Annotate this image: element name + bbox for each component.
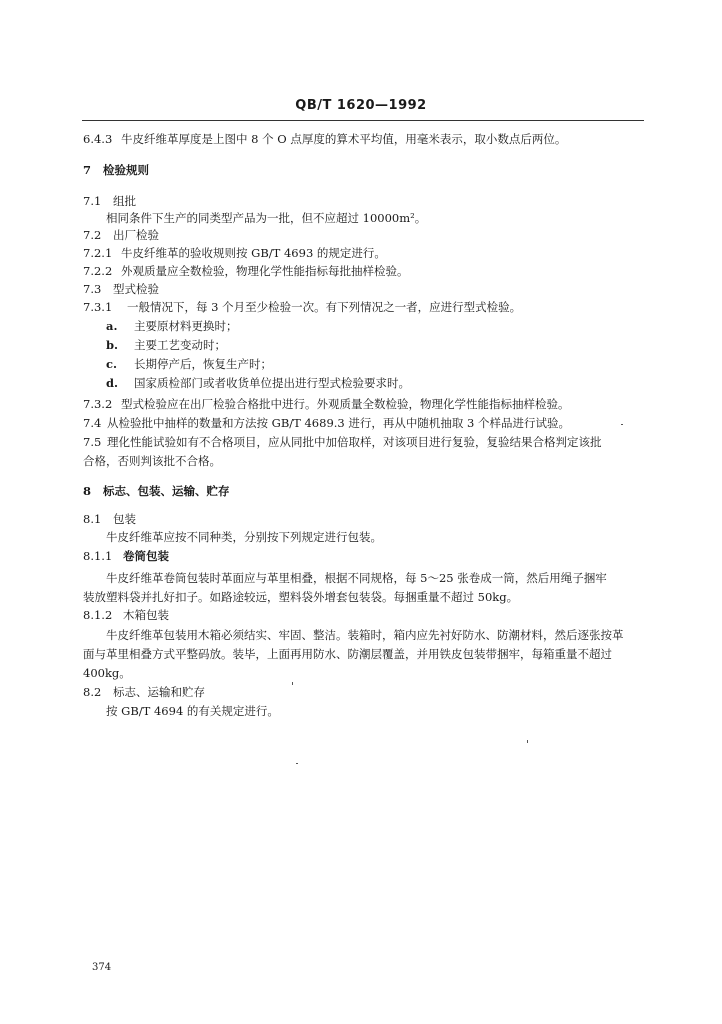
clause-8-1-1-continued: 装放塑料袋并扎好扣子。如路途较远，塑料袋外增套包装袋。每捆重量不超过 50kg。 (83, 590, 519, 604)
clause-title: 木箱包装 (123, 608, 169, 622)
clause-number: 7.2.2 (83, 264, 113, 278)
clause-text: 外观质量应全数检验，物理化学性能指标每批抽样检验。 (121, 264, 409, 278)
clause-text: 牛皮纤维革厚度是上图中 8 个 O 点厚度的算术平均值，用毫米表示，取小数点后两位。 (121, 132, 567, 146)
clause-text: 型式检验应在出厂检验合格批中进行。外观质量全数检验，物理化学性能指标抽样检验。 (121, 397, 570, 411)
scan-speck (292, 682, 293, 685)
section-8-heading (83, 483, 230, 499)
list-text: 国家质检部门或者收货单位提出进行型式检验要求时。 (134, 376, 410, 390)
clause-number: 8.2 (83, 685, 102, 699)
clause-8-1-heading (83, 511, 136, 527)
list-item-c (106, 356, 272, 372)
clause-title: 标志、运输和贮存 (113, 685, 205, 699)
clause-7-3-2 (83, 396, 570, 412)
clause-number: 7.3.1 (83, 300, 113, 314)
clause-8-1-2-text: 牛皮纤维革包装用木箱必须结实、牢固、整洁。装箱时，箱内应先衬好防水、防潮材料，然后逐张按革 (106, 628, 624, 642)
list-text: 长期停产后，恢复生产时； (134, 357, 272, 371)
clause-7-3-heading (83, 281, 159, 297)
clause-7-1-heading (83, 193, 136, 209)
list-item-d (106, 375, 410, 391)
clause-number: 8.1 (83, 512, 102, 526)
clause-number: 7.4 (83, 416, 102, 430)
clause-7-3-1 (83, 299, 521, 315)
page-number: 374 (92, 962, 112, 973)
section-title: 检验规则 (103, 163, 149, 177)
clause-7-2-heading (83, 227, 159, 243)
clause-number: 7.1 (83, 194, 102, 208)
clause-number: 7.2 (83, 228, 102, 242)
clause-title: 组批 (113, 194, 136, 208)
section-number: 7 (83, 163, 92, 177)
clause-8-1-1-heading (83, 548, 169, 564)
list-label: d. (106, 376, 119, 390)
clause-number: 7.5 (83, 435, 102, 449)
section-title: 标志、包装、运输、贮存 (103, 484, 230, 498)
list-label: a. (106, 319, 118, 333)
list-text: 主要工艺变动时； (134, 338, 226, 352)
scan-speck (296, 763, 298, 764)
list-item-a (106, 318, 238, 334)
clause-number: 7.3 (83, 282, 102, 296)
clause-text: 一般情况下，每 3 个月至少检验一次。有下列情况之一者，应进行型式检验。 (127, 300, 522, 314)
list-label: c. (106, 357, 118, 371)
list-item-b (106, 337, 226, 353)
clause-8-2-text: 按 GB/T 4694 的有关规定进行。 (106, 704, 279, 718)
clause-7-5-continued: 合格，否则判该批不合格。 (83, 454, 221, 468)
header-rule (82, 120, 644, 121)
clause-7-1-text: 相同条件下生产的同类型产品为一批，但不应超过 10000m²。 (106, 211, 427, 225)
section-7-heading (83, 162, 149, 178)
list-text: 主要原材料更换时； (134, 319, 238, 333)
standard-code-header: QB/T 1620—1992 (295, 98, 427, 113)
clause-number: 8.1.1 (83, 549, 113, 563)
clause-title: 出厂检验 (113, 228, 159, 242)
clause-7-5 (83, 434, 602, 450)
clause-title: 型式检验 (113, 282, 159, 296)
clause-text: 理化性能试验如有不合格项目，应从同批中加倍取样，对该项目进行复验，复验结果合格判定该批 (107, 435, 602, 449)
section-number: 8 (83, 484, 92, 498)
clause-7-2-2 (83, 263, 409, 279)
clause-8-1-text: 牛皮纤维革应按不同种类，分别按下列规定进行包装。 (106, 530, 382, 544)
clause-title: 卷筒包装 (123, 549, 169, 563)
clause-8-1-2-heading (83, 607, 169, 623)
clause-8-2-heading (83, 684, 205, 700)
clause-number: 8.1.2 (83, 608, 113, 622)
clause-text: 从检验批中抽样的数量和方法按 GB/T 4689.3 进行，再从中随机抽取 3 个样品进行试验。 (107, 416, 571, 430)
clause-8-1-1-text: 牛皮纤维革卷筒包装时革面应与革里相叠，根据不同规格，每 5～25 张卷成一筒，然后用绳子捆牢 (106, 571, 607, 585)
clause-number: 7.2.1 (83, 246, 113, 260)
clause-8-1-2-continued-1: 面与革里相叠方式平整码放。装毕，上面再用防水、防潮层覆盖，并用铁皮包装带捆牢，每箱重量不超过 (83, 647, 612, 661)
clause-7-4 (83, 415, 570, 431)
clause-title: 包装 (113, 512, 136, 526)
scan-speck (621, 424, 623, 425)
clause-6-4-3 (83, 131, 566, 147)
clause-text: 牛皮纤维革的验收规则按 GB/T 4693 的规定进行。 (121, 246, 386, 260)
scan-speck (527, 740, 528, 743)
clause-7-2-1 (83, 245, 386, 261)
clause-8-1-2-continued-2: 400kg。 (83, 666, 131, 680)
clause-number: 7.3.2 (83, 397, 113, 411)
clause-number: 6.4.3 (83, 132, 113, 146)
list-label: b. (106, 338, 119, 352)
